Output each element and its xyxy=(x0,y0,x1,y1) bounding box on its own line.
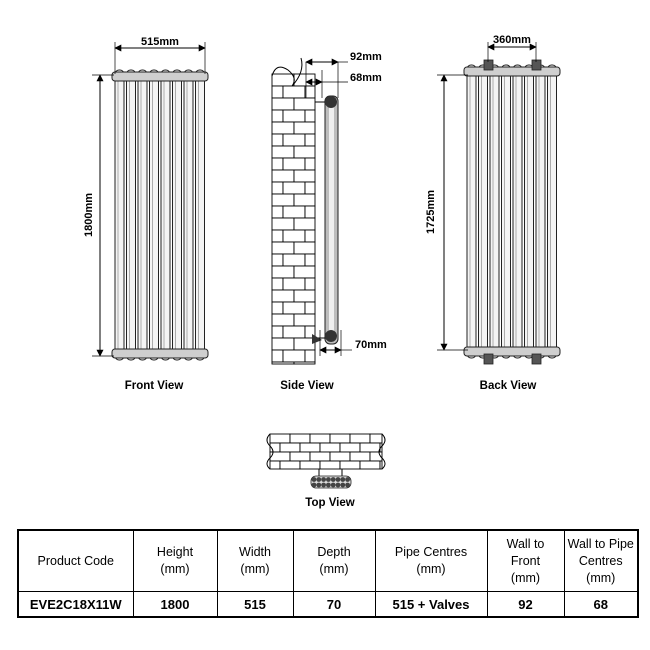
back-column xyxy=(490,65,499,358)
brick xyxy=(270,434,290,443)
front-view xyxy=(83,36,208,392)
brick xyxy=(350,434,370,443)
brick xyxy=(370,434,382,443)
front-column xyxy=(138,70,147,360)
top-tube xyxy=(316,483,321,488)
back-top-pipe-right xyxy=(532,60,541,70)
front-column xyxy=(184,70,193,360)
front-column xyxy=(173,70,182,360)
side-wall-to-pipe-label: 68mm xyxy=(350,72,382,84)
table-row xyxy=(18,592,638,618)
side-view-wall xyxy=(272,74,315,364)
side-view-caption: Side View xyxy=(280,380,334,392)
top-tube xyxy=(312,477,317,482)
top-tube xyxy=(336,483,341,488)
top-tube xyxy=(312,483,317,488)
back-bottom-pipe-left xyxy=(484,354,493,364)
brick xyxy=(305,110,315,122)
brick xyxy=(305,182,315,194)
brick xyxy=(305,158,315,170)
back-view xyxy=(425,34,560,392)
brick xyxy=(320,461,340,469)
brick xyxy=(340,461,360,469)
specification-table xyxy=(17,529,639,618)
brick xyxy=(294,242,315,254)
brick xyxy=(272,110,283,122)
brick xyxy=(305,206,315,218)
back-column xyxy=(513,65,522,358)
top-tube xyxy=(336,477,341,482)
header-wall-to-front: Wall to Front (mm) xyxy=(487,530,564,592)
top-view-caption: Top View xyxy=(305,497,355,509)
brick xyxy=(272,290,294,302)
back-column xyxy=(467,65,476,358)
brick xyxy=(350,452,370,461)
brick xyxy=(283,230,305,242)
brick xyxy=(305,278,315,290)
top-tube xyxy=(326,483,331,488)
header-pipe-centres: Pipe Centres (mm) xyxy=(375,530,487,592)
brick xyxy=(310,434,330,443)
front-column xyxy=(150,70,159,360)
brick xyxy=(272,350,283,362)
side-view xyxy=(272,51,387,392)
brick xyxy=(294,338,315,350)
brick xyxy=(272,74,294,86)
brick xyxy=(283,134,305,146)
brick xyxy=(272,206,283,218)
brick xyxy=(283,278,305,290)
brick xyxy=(270,461,280,469)
brick xyxy=(330,452,350,461)
brick xyxy=(305,254,315,266)
brick xyxy=(294,266,315,278)
brick xyxy=(294,146,315,158)
brick xyxy=(272,230,283,242)
side-top-collar xyxy=(325,96,337,108)
brick xyxy=(283,110,305,122)
brick xyxy=(294,98,315,110)
front-bottom-header xyxy=(112,349,208,358)
top-tube xyxy=(321,483,326,488)
brick xyxy=(272,122,294,134)
top-view xyxy=(267,434,385,509)
brick xyxy=(280,461,300,469)
brick xyxy=(272,338,294,350)
brick xyxy=(294,170,315,182)
brick xyxy=(305,302,315,314)
back-pipe-centres-label: 360mm xyxy=(493,34,531,46)
side-depth-label: 70mm xyxy=(355,339,387,351)
top-tube xyxy=(345,483,350,488)
brick xyxy=(272,182,283,194)
brick xyxy=(272,86,283,98)
brick xyxy=(280,443,300,452)
brick xyxy=(283,302,305,314)
back-view-caption: Back View xyxy=(479,380,537,392)
header-height: Height (mm) xyxy=(133,530,217,592)
front-view-tubes xyxy=(115,70,205,360)
back-column xyxy=(502,65,511,358)
brick xyxy=(283,206,305,218)
back-view-tubes xyxy=(467,65,557,358)
brick xyxy=(272,134,283,146)
front-column xyxy=(196,70,205,360)
header-width: Width (mm) xyxy=(217,530,293,592)
back-column xyxy=(525,65,534,358)
brick xyxy=(272,98,294,110)
back-top-pipe-left xyxy=(484,60,493,70)
cell-depth: 70 xyxy=(293,592,375,618)
top-tube xyxy=(321,477,326,482)
cell-wall-to-pipe-centres: 68 xyxy=(564,592,638,618)
brick xyxy=(330,434,350,443)
brick xyxy=(294,290,315,302)
header-product-code: Product Code xyxy=(18,530,133,592)
cell-wall-to-front: 92 xyxy=(487,592,564,618)
top-tube xyxy=(340,483,345,488)
brick xyxy=(294,194,315,206)
top-tube xyxy=(331,483,336,488)
brick xyxy=(305,230,315,242)
brick xyxy=(272,326,283,338)
top-view-wall xyxy=(267,434,385,469)
side-wall-to-front-label: 92mm xyxy=(350,51,382,63)
brick xyxy=(305,350,315,362)
brick xyxy=(272,170,294,182)
back-top-header xyxy=(464,67,560,76)
table-header-row xyxy=(18,530,638,592)
front-view-caption: Front View xyxy=(124,380,184,392)
back-column xyxy=(548,65,557,358)
back-bottom-header xyxy=(464,347,560,356)
brick xyxy=(310,452,330,461)
front-column xyxy=(115,70,124,360)
brick xyxy=(300,461,320,469)
brick xyxy=(283,182,305,194)
brick xyxy=(305,86,315,98)
brick xyxy=(360,443,380,452)
brick xyxy=(294,122,315,134)
brick xyxy=(300,443,320,452)
brick xyxy=(272,242,294,254)
cell-height: 1800 xyxy=(133,592,217,618)
side-bottom-collar xyxy=(325,330,337,342)
top-tube xyxy=(326,477,331,482)
brick xyxy=(294,218,315,230)
brick xyxy=(380,461,382,469)
top-tube xyxy=(340,477,345,482)
front-width-label: 515mm xyxy=(141,36,179,48)
brick xyxy=(272,158,283,170)
brick xyxy=(290,434,310,443)
front-height-label: 1800mm xyxy=(83,192,95,238)
brick xyxy=(272,302,283,314)
back-pipe-height-label: 1725mm xyxy=(425,189,437,235)
brick xyxy=(360,461,380,469)
brick xyxy=(283,326,305,338)
header-depth: Depth (mm) xyxy=(293,530,375,592)
back-bottom-pipe-right xyxy=(532,354,541,364)
top-view-tubes xyxy=(311,476,351,488)
cell-product-code: EVE2C18X11W xyxy=(18,592,133,618)
brick xyxy=(272,362,294,364)
front-top-header xyxy=(112,72,208,81)
brick xyxy=(272,146,294,158)
brick xyxy=(272,266,294,278)
front-column xyxy=(161,70,170,360)
brick xyxy=(272,254,283,266)
back-column xyxy=(536,65,545,358)
brick xyxy=(272,314,294,326)
front-column xyxy=(127,70,136,360)
header-wall-to-pipe-centres: Wall to Pipe Centres (mm) xyxy=(564,530,638,592)
brick xyxy=(320,443,340,452)
top-tube xyxy=(316,477,321,482)
brick xyxy=(305,134,315,146)
top-tube xyxy=(345,477,350,482)
top-tube xyxy=(331,477,336,482)
back-column xyxy=(479,65,488,358)
brick xyxy=(283,350,305,362)
brick xyxy=(272,278,283,290)
cell-pipe-centres: 515 + Valves xyxy=(375,592,487,618)
brick xyxy=(272,218,294,230)
brick xyxy=(290,452,310,461)
brick xyxy=(283,158,305,170)
brick xyxy=(283,254,305,266)
brick xyxy=(272,194,294,206)
brick xyxy=(294,314,315,326)
cell-width: 515 xyxy=(217,592,293,618)
brick xyxy=(294,362,315,364)
brick xyxy=(340,443,360,452)
brick xyxy=(283,86,305,98)
